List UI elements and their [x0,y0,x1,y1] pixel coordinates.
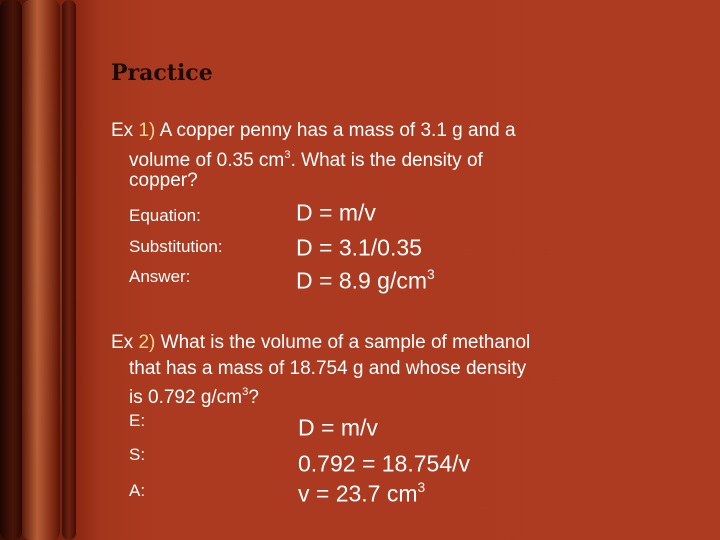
ex2-line-3 [129,382,259,408]
ex2-text-1: What is the volume of a sample of methanol [155,332,531,353]
test-tube-image [62,0,76,540]
ex1-answer-label: Answer: [129,267,191,286]
ex2-e-text: D = m/v [298,414,378,441]
ex1-line-3: copper? [129,170,198,191]
ex2-a-sup: 3 [417,480,426,495]
ex2-s-text: 0.792 = 18.754/v [298,450,471,477]
ex1-answer-sup: 3 [427,267,435,282]
ex2-a-label: A: [129,481,146,500]
ex2-a-value [298,480,425,508]
ex1-equation-value [296,199,376,227]
ex2-superscript: 3 [242,386,249,398]
ex2-prefix: Ex [111,332,139,353]
ex1-answer-value [296,267,435,295]
ex1-substitution-label: Substitution: [129,237,223,256]
ex1-line-2 [129,145,483,171]
ex1-equation-label: Equation: [129,206,201,225]
ex1-answer-text: D = 8.9 g/cm [296,267,428,294]
ex2-line-2: that has a mass of 18.754 g and whose density [129,358,527,379]
slide-title: Practice [111,60,213,86]
ex1-prefix: Ex [111,120,139,141]
ex1-substitution-text: D = 3.1/0.35 [296,234,422,261]
ex2-e-value [298,414,378,442]
ex1-text-1: A copper penny has a mass of 3.1 g and a [155,120,516,141]
ex1-substitution-value [296,234,422,262]
ex1-text-2b: . What is the density of [290,149,483,171]
ex1-text-2a: volume of 0.35 cm [129,149,285,171]
ex1-line-1 [111,120,516,141]
ex2-s-label: S: [129,445,146,464]
ex2-a-text: v = 23.7 cm [298,480,418,507]
ex2-line-1 [111,332,530,353]
ex1-superscript: 3 [284,149,291,161]
test-tube-image [22,0,60,540]
ex2-e-label: E: [129,411,146,430]
ex1-equation-text: D = m/v [296,199,376,226]
ex2-s-value [298,450,470,478]
ex2-text-3a: is 0.792 g/cm [129,386,242,408]
ex1-number: 1) [138,120,156,141]
test-tube-image [0,0,22,540]
ex2-text-3b: ? [248,386,259,408]
ex2-number: 2) [138,332,156,353]
